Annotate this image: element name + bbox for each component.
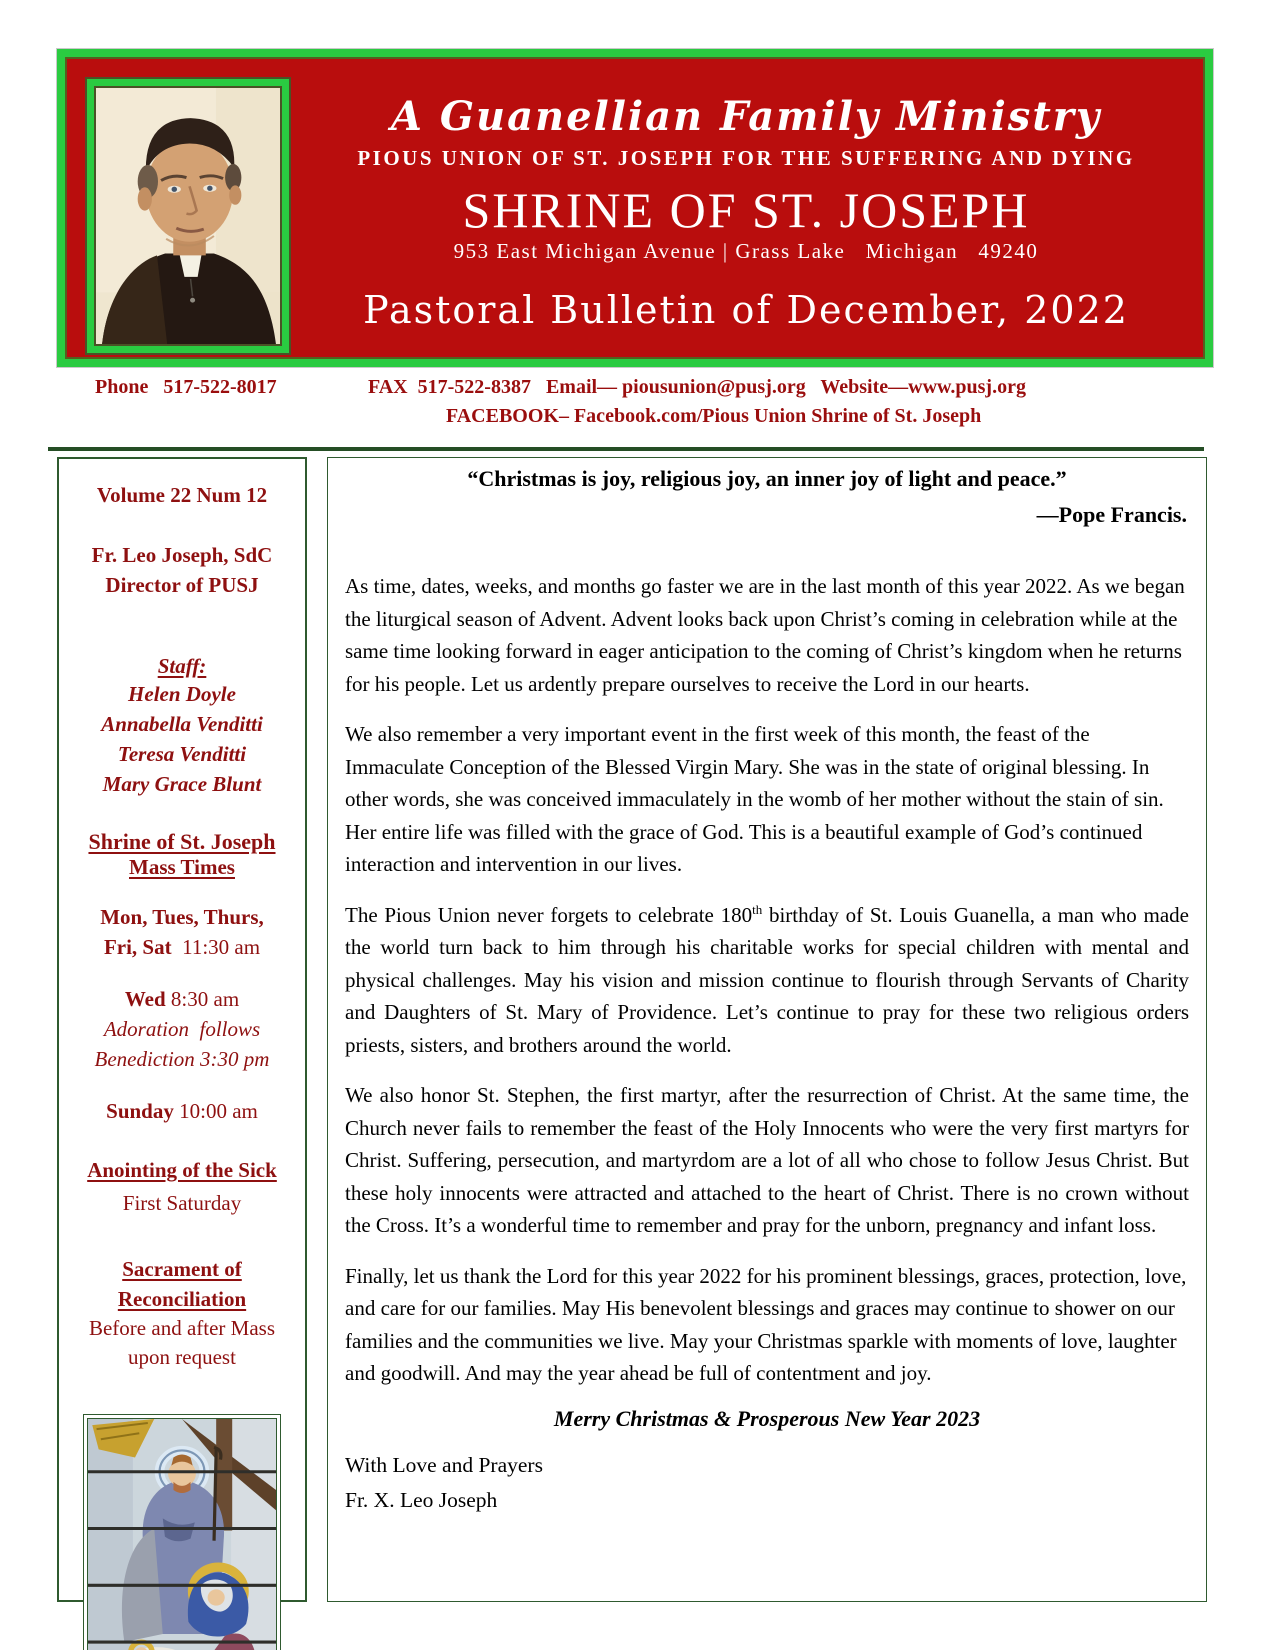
paragraph-advent: As time, dates, weeks, and months go faster we are in the last month of this year 2022. As we began the liturgical season of Advent. Advent looks back upon Christ’s coming in celebration while at the same time looking forward in eager anticipation to the coming of Christ’s kingdom when he returns for his people. Let us ardently prepare ourselves to receive the Lord in our hearts. [345,574,1185,696]
anointing-heading: Anointing of the Sick [87,1158,277,1182]
reconciliation-heading-line-2: Reconciliation [117,1287,247,1311]
sunday-time: 10:00 am [173,1099,258,1123]
sunday-mass-times [59,1096,305,1126]
staff-member: Teresa Venditti [117,742,247,766]
staff-heading: Staff: [157,654,207,678]
pope-quote: “Christmas is joy, religious joy, an inner joy of light and peace.” [467,466,1067,491]
volume-number: Volume 22 Num 12 [96,483,268,507]
reconciliation-heading [59,1254,305,1314]
adoration-line: Adoration follows [103,1017,261,1041]
sunday-day: Sunday [106,1099,174,1123]
nativity-stained-glass-drawing [88,1419,276,1650]
paragraph-guanella-post: birthday of St. Louis Guanella, a man who made the world turn back to him through his charitable works for special children with mental and physical challenges. May his vision and mission continue to flourish through Servants of Charity and Daughters of St. Mary of Providence. Let’s continue to pray for these two religious orders priests, sisters, and brothers around the world. [345,902,1189,1057]
paragraph-immaculate-conception: We also remember a very important event in the first week of this month, the feast of the Immaculate Conception of the Blessed Virgin Mary. She was in the state of original blessing. In other words, she was conceived immaculately in the womb of her mother without the stain of sin. Her entire life was filled with the grace of God. This is a beautiful example of God’s continued interaction and intervention in our lives. [345,722,1164,876]
staff-member: Helen Doyle [128,682,236,706]
benediction-line: Benediction 3:30 pm [94,1047,270,1071]
mass-times-heading-shrine: Shrine of St. Joseph [88,829,276,854]
wednesday-day: Wed [124,987,166,1011]
organization-line: PIOUS UNION OF ST. JOSEPH FOR THE SUFFERING AND DYING [357,146,1135,170]
facebook-line: FACEBOOK– Facebook.com/Pious Union Shrine of St. Joseph [446,405,982,427]
christmas-greeting: Merry Christmas & Prosperous New Year 2023 [553,1405,981,1431]
mass-times-heading: Mass Times [129,855,235,879]
reconciliation-detail-line-1: Before and after Mass [88,1316,275,1340]
header-banner [57,49,1213,367]
contact-row-1 [0,376,1262,405]
reconciliation-detail-line-2: upon request [128,1345,236,1369]
anointing-detail: First Saturday [122,1191,242,1215]
founder-portrait-frame [85,77,291,355]
paragraph-thanksgiving: Finally, let us thank the Lord for this year 2022 for his prominent blessings, graces, protection, love, and care for our families. May His benevolent blessings and graces may continue to shower on our families and the communities we live. May your Christmas sparkle with moments of love, laughter and goodwill. And may the year ahead be full of contentment and joy. [345,1263,1187,1385]
address-line: 953 East Michigan Avenue | Grass Lake Michigan 49240 [453,239,1039,263]
paragraph-st-stephen: We also honor St. Stephen, the first martyr, after the resurrection of Christ. At the same time, the Church never fails to remember the feast of the Holy Innocents who were the very first martyrs for Christ. Suffering, persecution, and martyrdom are a lot of all who chose to follow Jesus Christ. But these holy innocents were attracted and attached to the heart of Christ. There is no crown without the Cross. It’s a wonderful time to remember and pray for the unborn, pregnancy and infant loss. [345,1083,1189,1237]
director-block [59,540,305,600]
ministry-line: A Guanellian Family Ministry [390,93,1102,140]
contact-strip [0,376,1262,434]
contact-row-2 [0,405,1262,434]
wednesday-mass-times [59,984,305,1074]
main-article [327,457,1207,1602]
founder-portrait-image [94,86,282,346]
fax-email-website: FAX 517-522-8387 Email— piousunion@pusj.org Website—www.pusj.org [368,376,1026,398]
weekday-mass-times [59,902,305,962]
signoff-block [345,1448,1189,1518]
header-text-block [295,57,1197,359]
bulletin-title: Pastoral Bulletin of December, 2022 [363,288,1129,332]
nativity-stained-glass-frame [83,1414,281,1650]
staff-member: Mary Grace Blunt [102,772,262,796]
signoff-line-2: Fr. X. Leo Joseph [345,1487,498,1512]
wednesday-time: 8:30 am [165,987,240,1011]
nativity-stained-glass-image [87,1418,277,1650]
director-title: Director of PUSJ [105,573,259,597]
weekday-days: Fri, Sat [103,935,172,959]
weekday-mass-line-2 [59,932,305,962]
signoff-line-1: With Love and Prayers [345,1452,543,1477]
weekday-mass-line-1: Mon, Tues, Thurs, [100,905,264,929]
paragraph-guanella-pre: The Pious Union never forgets to celebrate 180 [345,902,753,927]
reconciliation-heading-line-1: Sacrament of [122,1257,242,1281]
reconciliation-detail [59,1314,305,1372]
quote-attribution: —Pope Francis. [1036,502,1187,527]
shrine-title: SHRINE OF ST. JOSEPH [462,182,1030,238]
sunday-mass-line [59,1096,305,1126]
founder-portrait-drawing [96,88,280,344]
header-divider-rule [48,447,1204,451]
wednesday-mass-line [59,984,305,1014]
paragraph-guanella-birthday [345,899,1189,1062]
director-name: Fr. Leo Joseph, SdC [91,543,273,567]
ordinal-superscript: th [752,901,763,917]
staff-member: Annabella Venditti [101,712,263,736]
weekday-time: 11:30 am [171,935,261,959]
phone-number: Phone 517-522-8017 [95,376,277,398]
sidebar [57,457,307,1602]
